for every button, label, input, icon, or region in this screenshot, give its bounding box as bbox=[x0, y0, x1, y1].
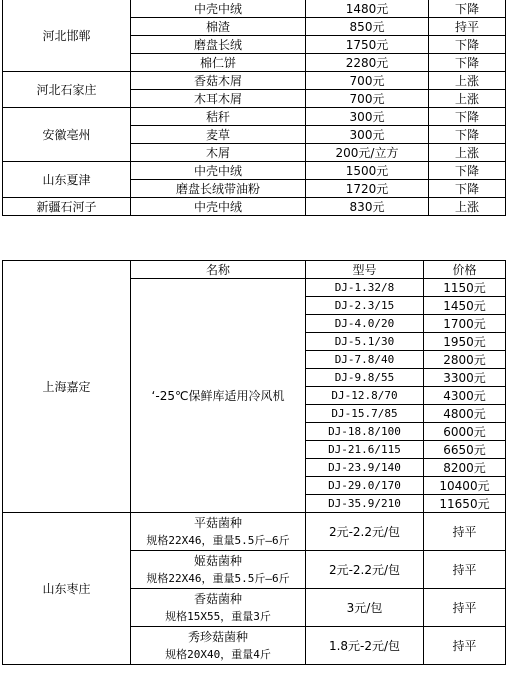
trend-cell: 下降 bbox=[429, 126, 506, 144]
price-cell: 1480元 bbox=[306, 0, 429, 18]
spawn-spec: 规格20X40，重量4斤 bbox=[165, 647, 271, 661]
trend-cell: 持平 bbox=[424, 589, 506, 627]
header-row bbox=[3, 261, 506, 279]
item-cell: 中壳中绒 bbox=[131, 0, 306, 18]
price-cell: 8200元 bbox=[424, 459, 506, 477]
price-table-materials bbox=[2, 0, 506, 216]
price-cell: 2800元 bbox=[424, 351, 506, 369]
item-cell: 中壳中绒 bbox=[131, 198, 306, 216]
price-cell: 850元 bbox=[306, 18, 429, 36]
region-cell: 河北石家庄 bbox=[3, 72, 131, 108]
item-cell: 棉仁饼 bbox=[131, 54, 306, 72]
price-cell: 700元 bbox=[306, 72, 429, 90]
price-cell: 2元-2.2元/包 bbox=[306, 551, 424, 589]
price-cell: 300元 bbox=[306, 126, 429, 144]
trend-cell: 下降 bbox=[429, 0, 506, 18]
price-cell: 1500元 bbox=[306, 162, 429, 180]
region-cell: 安徽亳州 bbox=[3, 108, 131, 162]
item-cell: 磨盘长绒 bbox=[131, 36, 306, 54]
item-cell: 木屑 bbox=[131, 144, 306, 162]
price-cell: 6650元 bbox=[424, 441, 506, 459]
trend-cell: 下降 bbox=[429, 162, 506, 180]
price-cell: 300元 bbox=[306, 108, 429, 126]
spawn-spec: 规格22X46，重量5.5斤—6斤 bbox=[146, 571, 290, 585]
model-cell: DJ-5.1/30 bbox=[306, 333, 424, 351]
trend-cell: 上涨 bbox=[429, 90, 506, 108]
spawn-name: 平菇菌种 bbox=[193, 515, 242, 530]
price-cell: 1700元 bbox=[424, 315, 506, 333]
price-cell: 200元/立方 bbox=[306, 144, 429, 162]
region-cell: 山东夏津 bbox=[3, 162, 131, 198]
model-cell: DJ-35.9/210 bbox=[306, 495, 424, 513]
model-cell: DJ-4.0/20 bbox=[306, 315, 424, 333]
region-cell: 山东枣庄 bbox=[3, 513, 131, 665]
price-cell: 1.8元-2元/包 bbox=[306, 627, 424, 665]
model-cell: DJ-2.3/15 bbox=[306, 297, 424, 315]
table-row bbox=[3, 513, 506, 551]
trend-cell: 上涨 bbox=[429, 198, 506, 216]
header-model: 型号 bbox=[306, 261, 424, 279]
price-cell: 3元/包 bbox=[306, 589, 424, 627]
trend-cell: 下降 bbox=[429, 54, 506, 72]
model-cell: DJ-21.6/115 bbox=[306, 441, 424, 459]
table-row bbox=[3, 72, 506, 90]
table-row bbox=[3, 0, 506, 18]
price-cell: 6000元 bbox=[424, 423, 506, 441]
table-row bbox=[3, 162, 506, 180]
trend-cell: 下降 bbox=[429, 180, 506, 198]
region-cell: 新疆石河子 bbox=[3, 198, 131, 216]
model-cell: DJ-1.32/8 bbox=[306, 279, 424, 297]
trend-cell: 下降 bbox=[429, 36, 506, 54]
price-cell: 830元 bbox=[306, 198, 429, 216]
item-cell: 麦草 bbox=[131, 126, 306, 144]
model-cell: DJ-29.0/170 bbox=[306, 477, 424, 495]
price-cell: 3300元 bbox=[424, 369, 506, 387]
spawn-cell bbox=[131, 513, 306, 551]
trend-cell: 持平 bbox=[424, 513, 506, 551]
item-cell: 中壳中绒 bbox=[131, 162, 306, 180]
region-cell: 河北邯郸 bbox=[3, 0, 131, 72]
price-cell: 1750元 bbox=[306, 36, 429, 54]
region-cell: 上海嘉定 bbox=[3, 261, 131, 513]
price-table-equipment-spawn bbox=[2, 260, 506, 665]
item-cell: 木耳木屑 bbox=[131, 90, 306, 108]
trend-cell: 持平 bbox=[424, 551, 506, 589]
item-cell: 棉渣 bbox=[131, 18, 306, 36]
header-price: 价格 bbox=[424, 261, 506, 279]
header-name: 名称 bbox=[131, 261, 306, 279]
model-cell: DJ-7.8/40 bbox=[306, 351, 424, 369]
price-cell: 1450元 bbox=[424, 297, 506, 315]
spawn-name: 香菇菌种 bbox=[193, 591, 242, 606]
model-cell: DJ-23.9/140 bbox=[306, 459, 424, 477]
item-cell: 磨盘长绒带油粉 bbox=[131, 180, 306, 198]
spawn-cell bbox=[131, 589, 306, 627]
spawn-spec: 规格22X46，重量5.5斤—6斤 bbox=[146, 533, 290, 547]
price-cell: 10400元 bbox=[424, 477, 506, 495]
trend-cell: 下降 bbox=[429, 108, 506, 126]
item-cell: 秸秆 bbox=[131, 108, 306, 126]
model-cell: DJ-15.7/85 bbox=[306, 405, 424, 423]
price-cell: 11650元 bbox=[424, 495, 506, 513]
price-cell: 1150元 bbox=[424, 279, 506, 297]
product-cell: ‘-25℃保鲜库适用冷风机 bbox=[131, 279, 306, 513]
model-cell: DJ-18.8/100 bbox=[306, 423, 424, 441]
trend-cell: 上涨 bbox=[429, 144, 506, 162]
item-cell: 香菇木屑 bbox=[131, 72, 306, 90]
spawn-spec: 规格15X55，重量3斤 bbox=[165, 609, 271, 623]
trend-cell: 持平 bbox=[424, 627, 506, 665]
price-cell: 2280元 bbox=[306, 54, 429, 72]
trend-cell: 上涨 bbox=[429, 72, 506, 90]
spawn-name: 姬菇菌种 bbox=[193, 553, 242, 568]
table-row bbox=[3, 198, 506, 216]
model-cell: DJ-12.8/70 bbox=[306, 387, 424, 405]
model-cell: DJ-9.8/55 bbox=[306, 369, 424, 387]
spawn-cell bbox=[131, 627, 306, 665]
spawn-name: 秀珍菇菌种 bbox=[187, 629, 248, 644]
price-cell: 700元 bbox=[306, 90, 429, 108]
price-cell: 4300元 bbox=[424, 387, 506, 405]
table-row bbox=[3, 108, 506, 126]
price-cell: 1720元 bbox=[306, 180, 429, 198]
spawn-cell bbox=[131, 551, 306, 589]
price-cell: 2元-2.2元/包 bbox=[306, 513, 424, 551]
price-cell: 4800元 bbox=[424, 405, 506, 423]
trend-cell: 持平 bbox=[429, 18, 506, 36]
price-cell: 1950元 bbox=[424, 333, 506, 351]
